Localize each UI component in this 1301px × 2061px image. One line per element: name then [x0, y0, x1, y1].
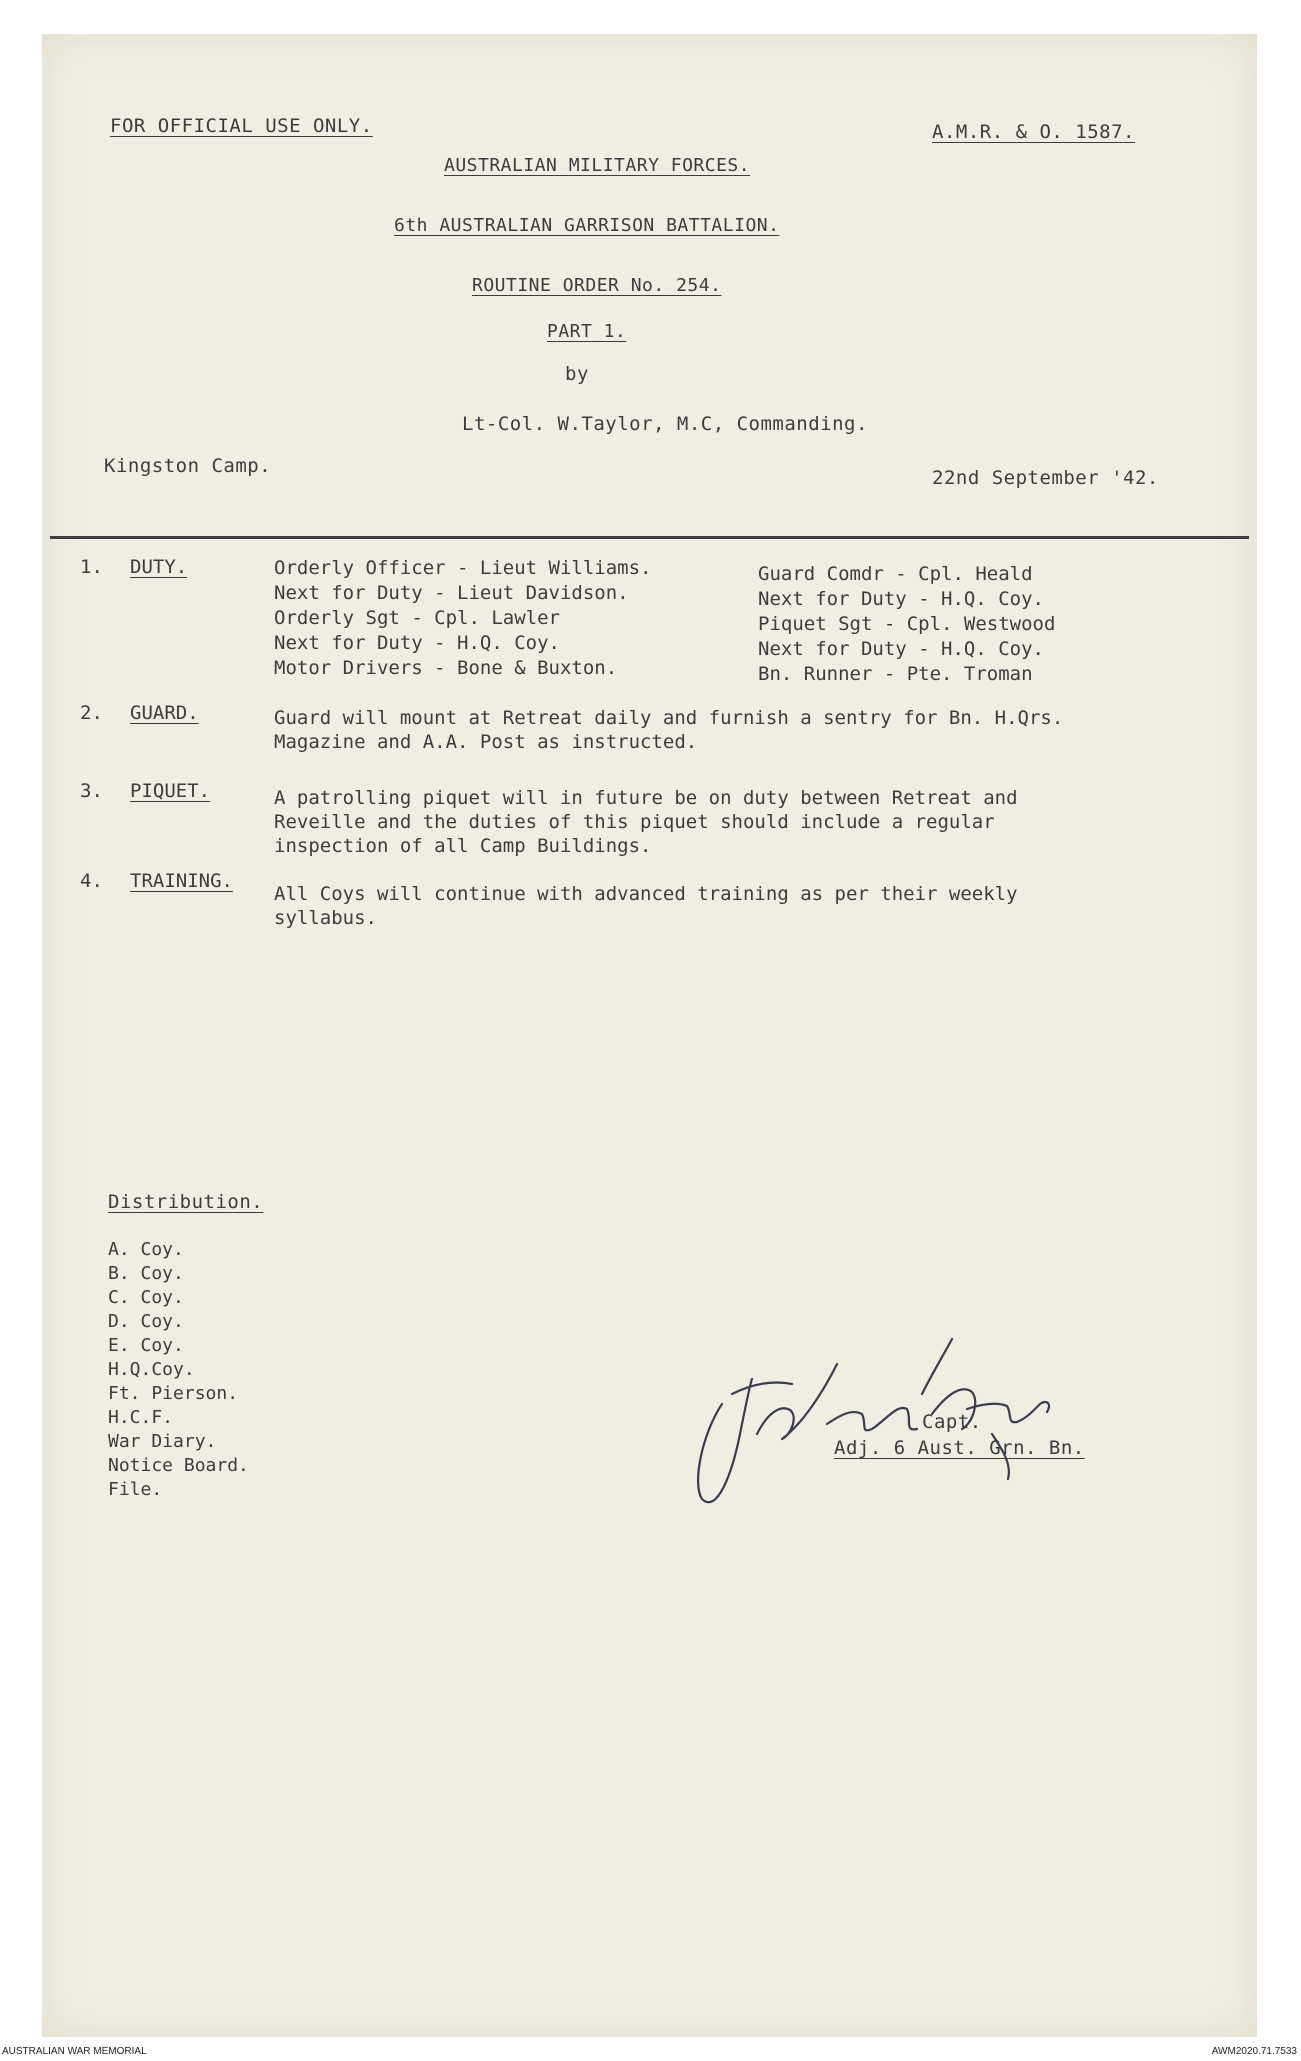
- duty-line: Guard Comdr - Cpl. Heald: [758, 563, 1033, 585]
- part-label: PART 1.: [547, 321, 627, 342]
- item-number: 2.: [80, 702, 103, 724]
- item-heading-training: TRAINING.: [130, 870, 233, 892]
- title-battalion: 6th AUSTRALIAN GARRISON BATTALION.: [394, 215, 780, 236]
- footer-archive-name: AUSTRALIAN WAR MEMORIAL: [2, 2046, 147, 2057]
- item-text-training: All Coys will continue with advanced training as per their weekly syllabus.: [274, 883, 1018, 929]
- duty-line: Bn. Runner - Pte. Troman: [758, 663, 1033, 685]
- duty-line: Next for Duty - Lieut Davidson.: [274, 582, 629, 604]
- item-heading-piquet: PIQUET.: [130, 780, 211, 802]
- duty-line: Piquet Sgt - Cpl. Westwood: [758, 613, 1056, 635]
- distribution-item: D. Coy.: [108, 1311, 184, 1332]
- distribution-list: [108, 1238, 249, 1502]
- duty-line: Next for Duty - H.Q. Coy.: [758, 588, 1044, 610]
- item-text-piquet: A patrolling piquet will in future be on duty between Retreat and Reveille and the duties of this piquet should include a regular inspection of all Camp Buildings.: [274, 787, 1018, 857]
- commander-line: Lt-Col. W.Taylor, M.C, Commanding.: [462, 413, 868, 435]
- by-label: by: [565, 363, 589, 385]
- location-label: Kingston Camp.: [104, 455, 272, 477]
- distribution-item: H.Q.Coy.: [108, 1359, 195, 1380]
- duty-line: Next for Duty - H.Q. Coy.: [758, 638, 1044, 660]
- distribution-item: War Diary.: [108, 1431, 217, 1452]
- distribution-item: Ft. Pierson.: [108, 1383, 239, 1404]
- handwritten-signature: [662, 1284, 1122, 1524]
- item-heading-guard: GUARD.: [130, 702, 199, 724]
- item-number: 3.: [80, 780, 103, 802]
- duty-left-column: [274, 556, 652, 681]
- distribution-item: Notice Board.: [108, 1455, 249, 1476]
- distribution-item: E. Coy.: [108, 1335, 184, 1356]
- distribution-item: File.: [108, 1479, 163, 1500]
- reference-number: A.M.R. & O. 1587.: [932, 121, 1135, 143]
- duty-line: Orderly Sgt - Cpl. Lawler: [274, 607, 560, 629]
- title-forces: AUSTRALIAN MILITARY FORCES.: [444, 155, 751, 176]
- item-number: 4.: [80, 870, 103, 892]
- distribution-item: H.C.F.: [108, 1407, 174, 1428]
- distribution-item: A. Coy.: [108, 1239, 184, 1260]
- duty-line: Motor Drivers - Bone & Buxton.: [274, 657, 618, 679]
- document-page: [42, 34, 1257, 2037]
- item-number: 1.: [80, 556, 103, 578]
- item-text-guard: Guard will mount at Retreat daily and furnish a sentry for Bn. H.Qrs. Magazine and A.A. Post as instructed.: [274, 707, 1064, 753]
- item-heading-duty: DUTY.: [130, 556, 188, 578]
- duty-right-column: [758, 562, 1055, 687]
- classification-label: FOR OFFICIAL USE ONLY.: [110, 115, 373, 137]
- signatory-appointment: Adj. 6 Aust. Grn. Bn.: [834, 1437, 1085, 1459]
- duty-line: Next for Duty - H.Q. Coy.: [274, 632, 560, 654]
- title-routine-order: ROUTINE ORDER No. 254.: [472, 275, 722, 296]
- distribution-item: B. Coy.: [108, 1263, 184, 1284]
- signatory-rank: Capt.: [922, 1411, 982, 1433]
- date-label: 22nd September '42.: [932, 467, 1159, 489]
- distribution-item: C. Coy.: [108, 1287, 184, 1308]
- separator-rule: [50, 536, 1249, 539]
- footer-accession-number: AWM2020.71.7533: [1211, 2046, 1297, 2057]
- distribution-heading: Distribution.: [108, 1191, 264, 1213]
- duty-line: Orderly Officer - Lieut Williams.: [274, 557, 652, 579]
